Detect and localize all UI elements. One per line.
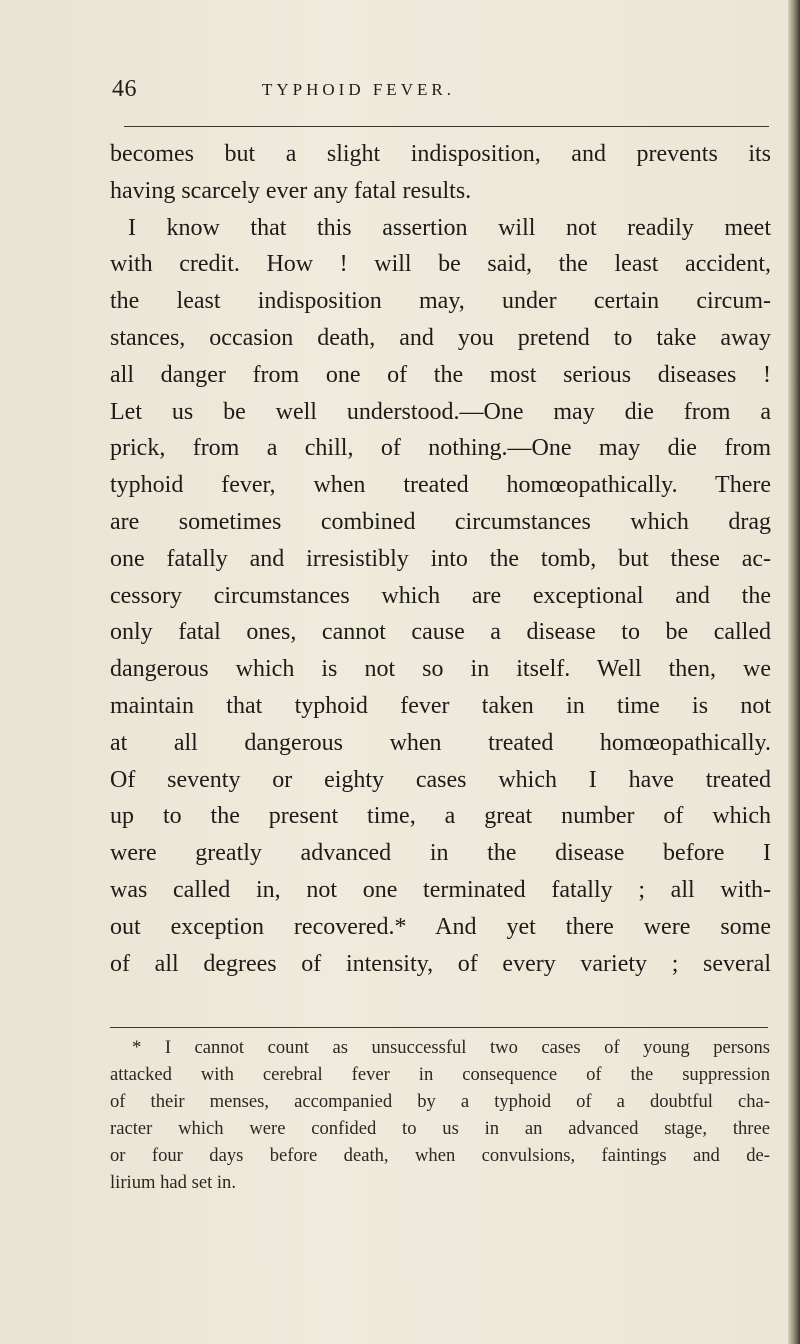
page-gutter-shadow — [788, 0, 800, 1344]
footnote-line: of their menses, accompanied by a typhoid of a doubtful cha- — [110, 1091, 770, 1112]
text-line: dangerous which is not so in itself. Well then, we — [110, 656, 771, 683]
text-line: typhoid fever, when treated homœopathically. There — [110, 472, 771, 499]
text-line: are sometimes combined circumstances which drag — [110, 508, 771, 535]
text-line: was called in, not one terminated fatally ; all with- — [110, 876, 771, 903]
text-line: I know that this assertion will not readily meet — [128, 214, 771, 241]
body-text — [110, 136, 771, 982]
text-line: becomes but a slight indisposition, and prevents its — [110, 141, 771, 167]
running-title: TYPHOID FEVER. — [262, 80, 455, 99]
text-line: only fatal ones, cannot cause a disease to be called — [110, 619, 771, 646]
text-line: out exception recovered.* And yet there were some — [110, 913, 771, 940]
text-line: of all degrees of intensity, of every variety ; several — [110, 950, 771, 977]
text-line: stances, occasion death, and you pretend to take away — [110, 324, 771, 351]
text-line: at all dangerous when treated homœopathically. — [110, 729, 771, 756]
text-line: prick, from a chill, of nothing.—One may die from — [110, 435, 771, 462]
text-line: Let us be well understood.—One may die from a — [110, 398, 771, 425]
footnote-line: * I cannot count as unsuccessful two cases of young persons — [132, 1037, 770, 1058]
text-line: Of seventy or eighty cases which I have treated — [110, 766, 771, 793]
text-line: up to the present time, a great number of which — [110, 803, 771, 830]
text-line: one fatally and irresistibly into the tomb, but these ac- — [110, 545, 771, 572]
footnote — [110, 1034, 770, 1196]
footnote-line: or four days before death, when convulsions, faintings and de- — [110, 1145, 770, 1166]
text-line: with credit. How ! will be said, the least accident, — [110, 251, 771, 278]
running-head — [112, 76, 772, 110]
footnote-line: lirium had set in. — [110, 1172, 237, 1193]
text-line: were greatly advanced in the disease before I — [110, 840, 771, 867]
footnote-line: racter which were confided to us in an advanced stage, three — [110, 1118, 770, 1139]
text-line: having scarcely ever any fatal results. — [110, 177, 472, 204]
text-line: the least indisposition may, under certain circum- — [110, 288, 771, 315]
footnote-line: attacked with cerebral fever in consequence of the suppression — [110, 1064, 770, 1085]
header-rule — [124, 126, 769, 127]
text-line: cessory circumstances which are exceptional and the — [110, 582, 771, 609]
text-line: maintain that typhoid fever taken in time is not — [110, 692, 771, 719]
page-number: 46 — [112, 76, 137, 102]
text-line: all danger from one of the most serious diseases ! — [110, 361, 771, 388]
footnote-rule — [110, 1027, 768, 1028]
